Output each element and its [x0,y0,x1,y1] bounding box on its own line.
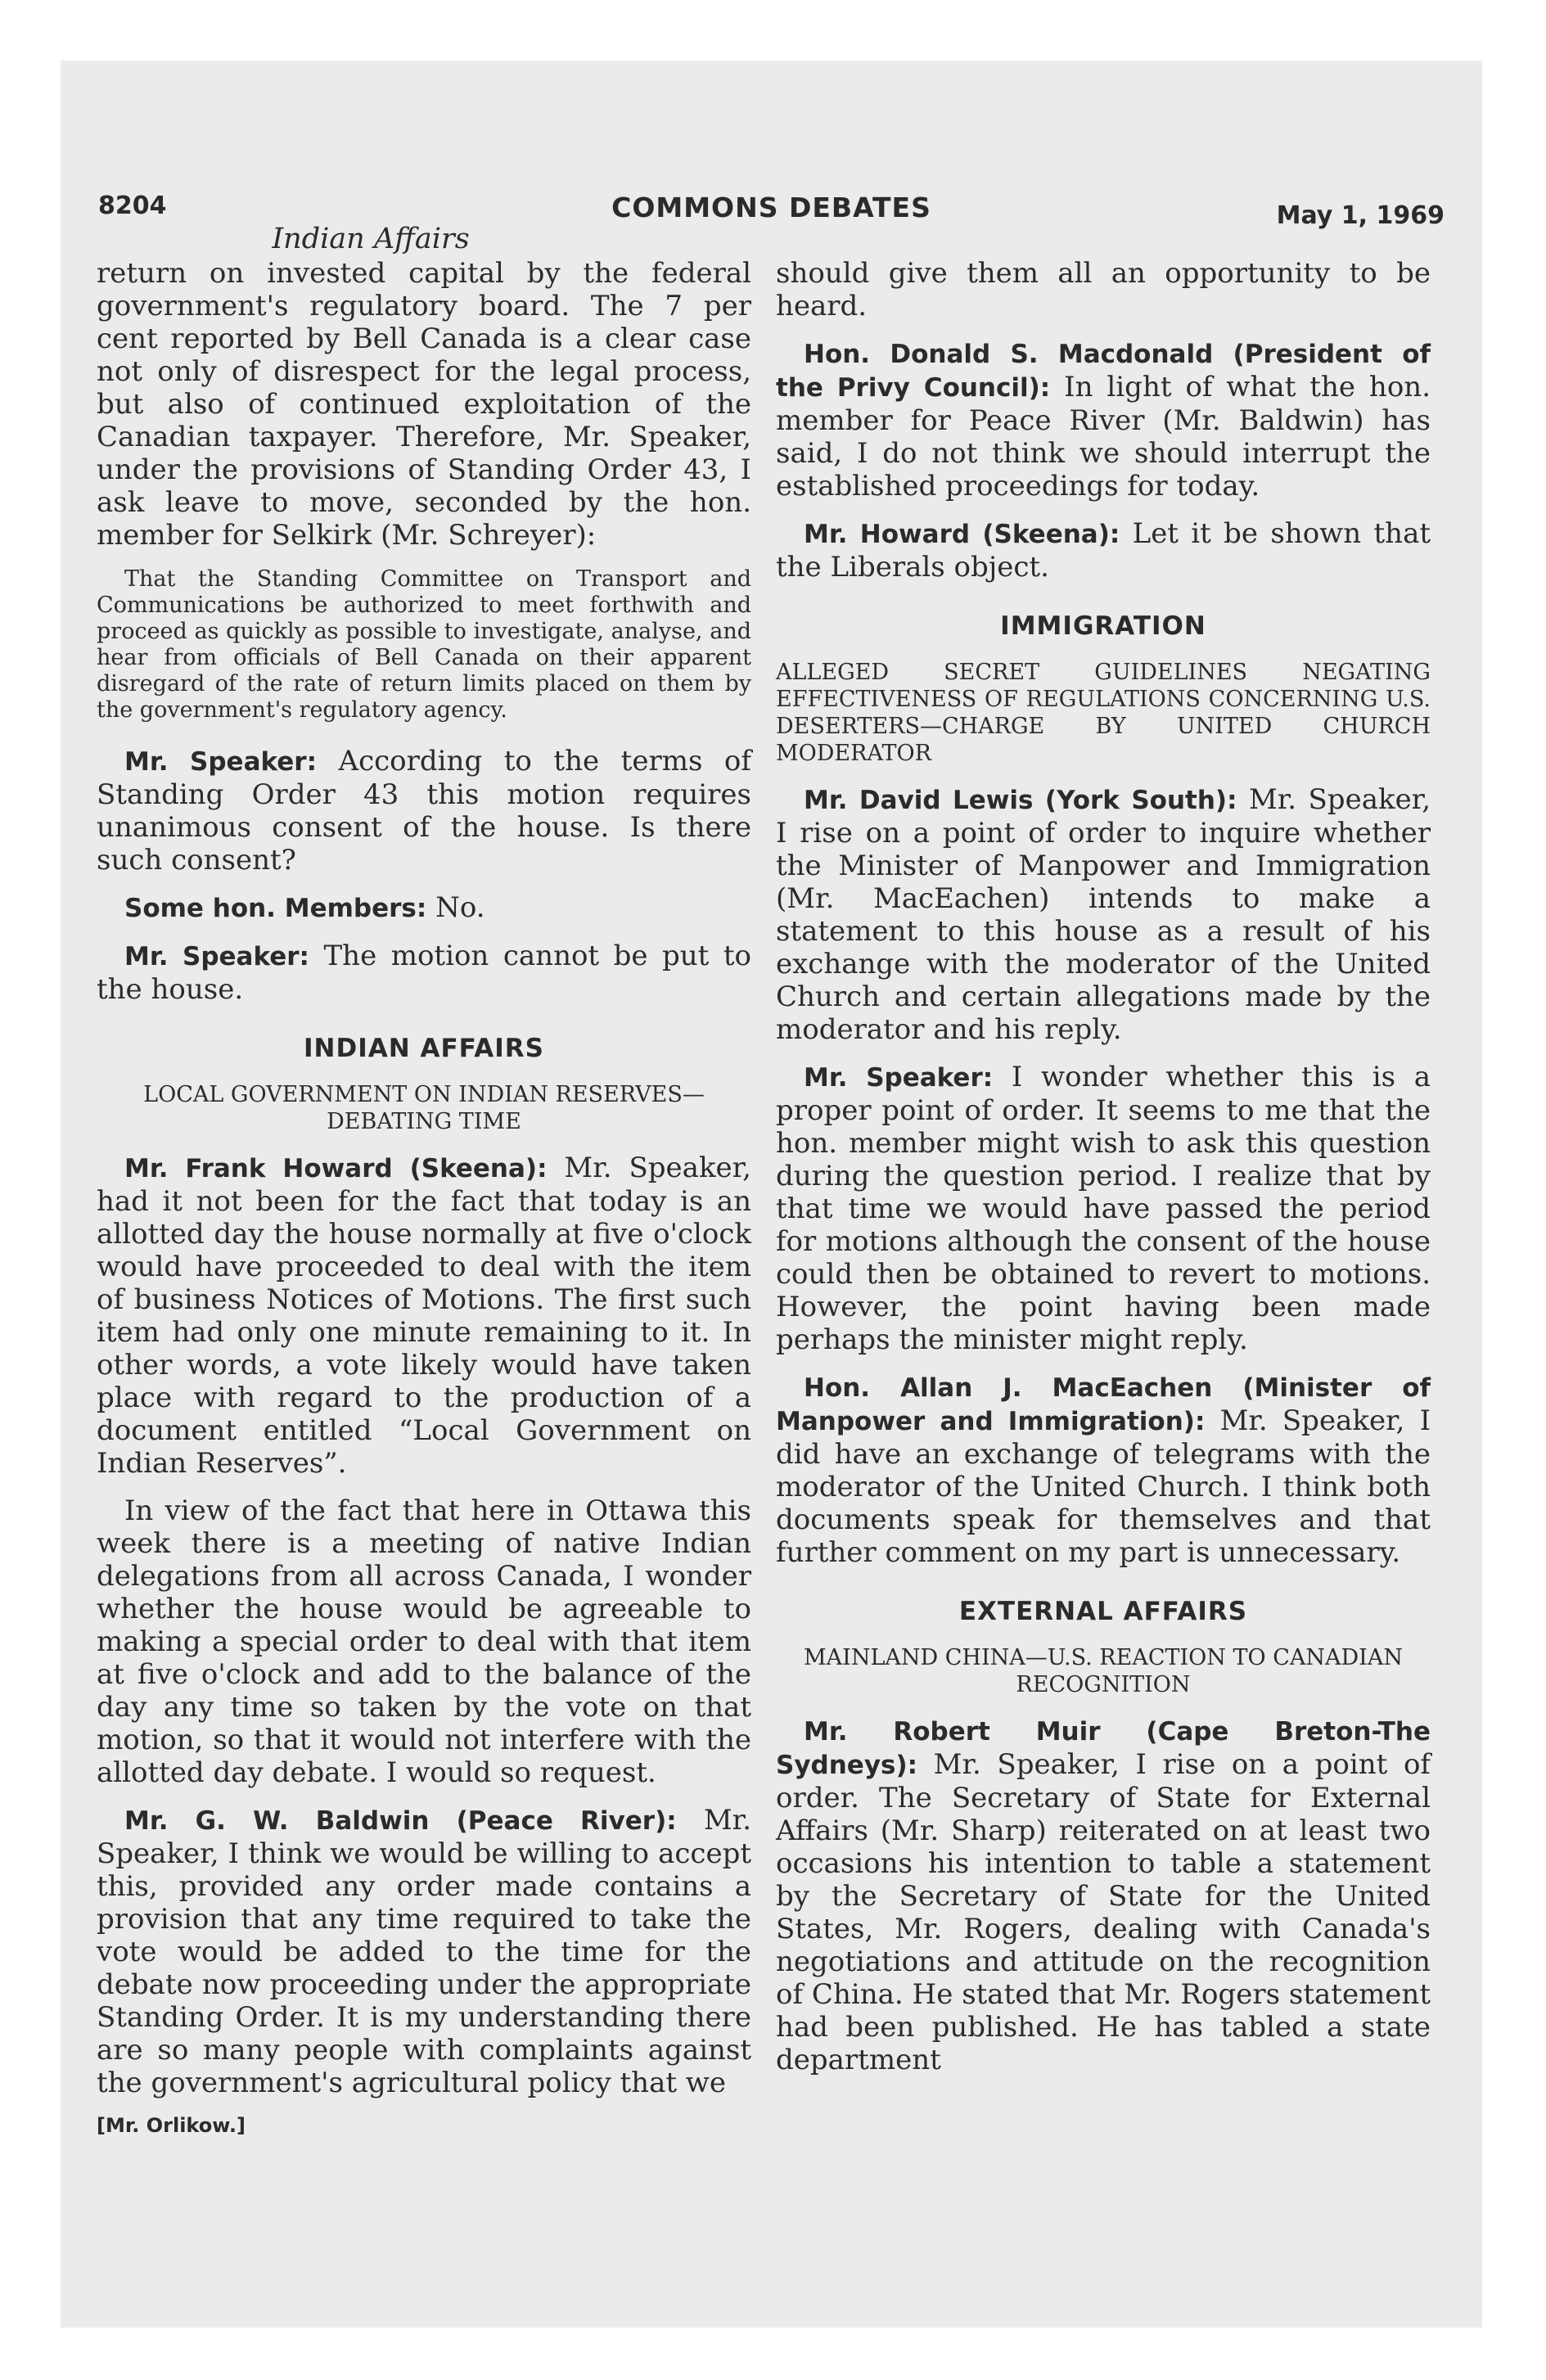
page-date: May 1, 1969 [1276,201,1445,230]
paragraph [97,891,751,925]
speech-text: Mr. Speaker, I rise on a point of order to inquire whether the Minister of Manpower and Immigration (Mr. MacEachen) intends to make a statement to this house as a result of his exchange with the moderator of the United Church and certain allegations made by the moderator and his reply. [776,783,1431,1046]
paragraph [776,337,1431,503]
speech-text: No. [435,891,485,924]
speech-text: Mr. Speaker, I rise on a point of order. The Secretary of State for External Affairs (Mr. Sharp) reiterated on at least two occasions his intention to table a statement by the Secretary of State for the United States, Mr. Rogers, dealing with Canada's negotiations and attitude on the recognition of China. He stated that Mr. Rogers statement had been published. He has tabled a state department [776,1748,1431,2076]
speaker-name: Mr. Speaker: [124,747,317,777]
paragraph: In view of the fact that here in Ottawa this week there is a meeting of native Indian delegations from all across Canada, I wonder whether the house would be agreeable to making a special order to deal with that item at five o'clock and add to the balance of the day any time so taken by the vote on that motion, so that it would not interfere with the allotted day debate. I would so request. [97,1494,751,1789]
speech-text: Mr. Speaker, had it not been for the fact that today is an allotted day the house normally at five o'clock would have proceeded to deal with the item of business Notices of Motions. The first such item had only one minute remaining to it. In other words, a vote likely would have taken place with regard to the production of a document entitled “Local Government on Indian Reserves”. [97,1152,751,1480]
speaker-name: Mr. Frank Howard (Skeena): [124,1154,548,1183]
running-head: Indian Affairs [272,223,470,255]
speaker-name: Hon. Allan J. MacEachen (Minister of Manpower and Immigration): [776,1373,1431,1436]
speaker-name: Mr. G. W. Baldwin (Peace River): [124,1806,677,1836]
paragraph [776,1715,1431,2076]
paragraph [776,1371,1431,1569]
footnote: [Mr. Orlikow.] [97,2114,246,2137]
speech-text: The motion cannot be put to the house. [97,940,752,1006]
left-column [97,221,751,2137]
section-subheading: LOCAL GOVERNMENT ON INDIAN RESERVES—DEBATING TIME [143,1082,705,1134]
publication-title: COMMONS DEBATES [611,192,931,223]
right-column [776,221,1431,2091]
speaker-name: Mr. David Lewis (York South): [804,786,1237,815]
section-subheading: MAINLAND CHINA—U.S. REACTION TO CANADIAN RECOGNITION [804,1645,1403,1697]
speech-text: Let it be shown that the Liberals object. [776,517,1431,584]
paragraph [97,1804,751,2099]
speech-text: Mr. Speaker, I did have an exchange of telegrams with the moderator of the United Church. I think both documents speak for themselves and that further comment on my part is unnecessary. [776,1404,1431,1569]
motion-quote: That the Standing Committee on Transport and Communications be authorized to meet forthwith and proceed as quickly as possible to investigate, analyse, and hear from officials of Bell Canada on their apparent disregard of the rate of return limits placed on them by the government's regulatory agency. [97,566,751,723]
speaker-name: Mr. Robert Muir (Cape Breton-The Sydneys): [776,1717,1431,1780]
speaker-name: Mr. Speaker: [804,1063,994,1093]
speaker-name: Hon. Donald S. Macdonald (President of the Privy Council): [776,340,1431,403]
page-number: 8204 [98,192,167,220]
section-heading: IMMIGRATION [1000,611,1206,641]
section-subheading: ALLEGED SECRET GUIDELINES NEGATING EFFECTIVENESS OF REGULATIONS CONCERNING U.S. DESERTERS—CHARGE BY UNITED CHURCH MODERATOR [776,660,1431,766]
section-heading: EXTERNAL AFFAIRS [958,1597,1248,1626]
paragraph [97,940,751,1006]
speech-text: According to the terms of Standing Order 43 this motion requires unanimous consent of the house. Is there such consent? [97,745,751,877]
speaker-name: Some hon. Members: [124,894,427,923]
speech-text: In light of what the hon. member for Peace River (Mr. Baldwin) has said, I do not think we should interrupt the established proceedings for today. [776,371,1431,503]
paragraph [776,1061,1431,1356]
speech-text: Mr. Speaker, I think we would be willing to accept this, provided any order made contains a provision that any time required to take the vote would be added to the time for the debate now proceeding under the appropriate Standing Order. It is my understanding there are so many people with complaints against the government's agricultural policy that we [97,1804,751,2099]
paragraph [776,517,1431,584]
speaker-name: Mr. Speaker: [124,942,309,971]
speaker-name: Mr. Howard (Skeena): [804,520,1120,549]
section-heading: INDIAN AFFAIRS [304,1034,544,1063]
paragraph [97,745,751,877]
paragraph: should give them all an opportunity to be heard. [776,257,1431,322]
speech-text: I wonder whether this is a proper point of order. It seems to me that the hon. member might wish to ask this question during the question period. I realize that by that time we would have passed the period for motions although the consent of the house could then be obtained to revert to motions. However, the point having been made perhaps the minister might reply. [776,1061,1431,1356]
paragraph [776,783,1431,1046]
paragraph [97,1152,751,1480]
paragraph: return on invested capital by the federal government's regulatory board. The 7 per cent reported by Bell Canada is a clear case not only of disrespect for the legal process, but also of continued exploitation of the Canadian taxpayer. Therefore, Mr. Speaker, under the provisions of Standing Order 43, I ask leave to move, seconded by the hon. member for Selkirk (Mr. Schreyer): [97,257,751,552]
